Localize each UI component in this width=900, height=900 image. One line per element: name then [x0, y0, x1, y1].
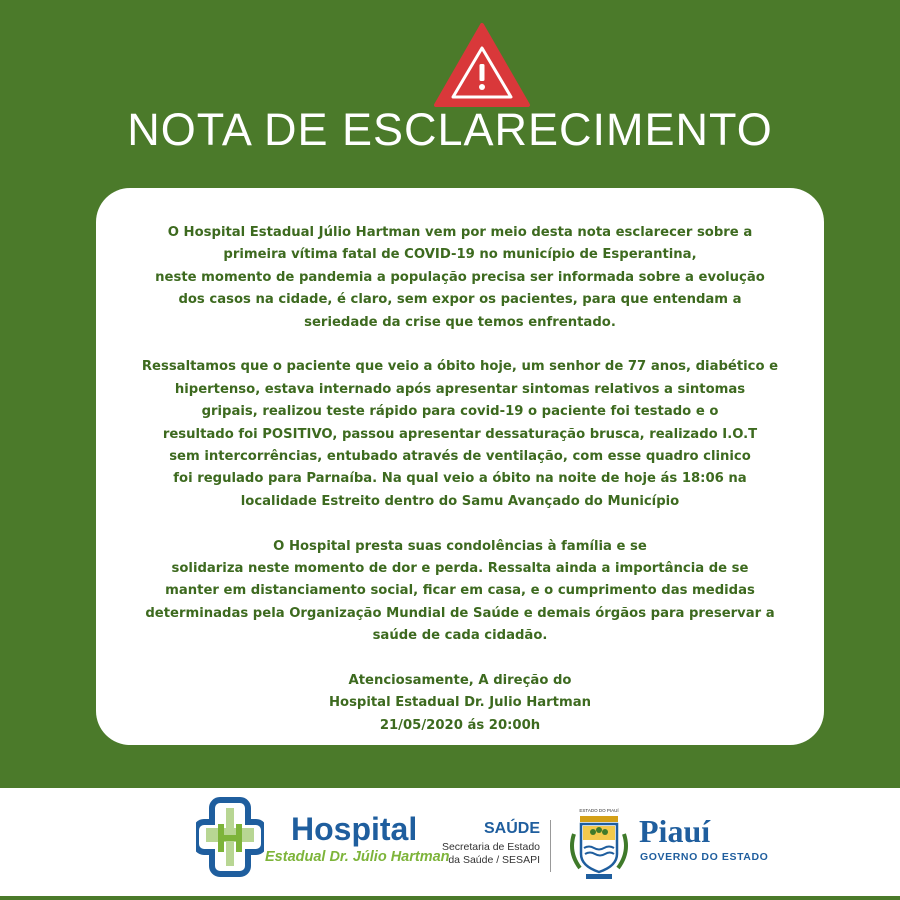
page-title: NOTA DE ESCLARECIMENTO [127, 104, 773, 155]
text-line: solidariza neste momento de dor e perda. Ressalta ainda a importância de se [171, 561, 749, 577]
text-line: seriedade da crise que temos enfrentado. [304, 314, 616, 330]
text-line: primeira vítima fatal de COVID-19 no município de Esperantina, [223, 247, 697, 263]
piaui-coat-of-arms-icon [566, 804, 632, 882]
saude-logo-line2: da Saúde / SESAPI [448, 854, 540, 866]
text-line: manter em distanciamento social, ficar em casa, e o cumprimento das medidas [165, 583, 755, 599]
paragraph-condolences [96, 536, 824, 648]
footer-logos [0, 788, 900, 900]
text-line: saúde de cada cidadão. [372, 628, 548, 644]
crest-text: ESTADO DO PIAUÍ [579, 808, 619, 813]
notice-card [96, 188, 824, 745]
paragraph-intro [96, 222, 824, 334]
hospital-cross-icon [196, 796, 264, 878]
warning-triangle-icon [433, 22, 531, 108]
text-line: O Hospital Estadual Júlio Hartman vem por meio desta nota esclarecer sobre a [167, 225, 753, 240]
hospital-logo-name: Hospital [291, 811, 418, 847]
logo-divider [550, 820, 551, 872]
text-line: localidade Estreito dentro do Samu Avançado do Município [240, 493, 680, 509]
hospital-logo-subtitle: Estadual Dr. Júlio Hartman [265, 849, 450, 865]
text-line: dos casos na cidade, é claro, sem expor os pacientes, para que entendam a [178, 292, 742, 308]
text-line: foi regulado para Parnaíba. Na qual veio a óbito na noite de hoje ás 18:06 na [173, 471, 747, 487]
signature-line: Hospital Estadual Dr. Julio Hartman [328, 695, 592, 711]
text-line: hipertenso, estava internado após apresentar sintomas relativos a sintomas [174, 381, 746, 397]
text-line: O Hospital presta suas condolências à família e se [273, 538, 647, 554]
signature-line: Atenciosamente, A direção do [348, 673, 572, 689]
saude-logo-title: SAÚDE [483, 820, 540, 837]
paragraph-signature [96, 670, 824, 737]
saude-logo-subtitle [440, 841, 540, 867]
footer-bottom-stripe [0, 896, 900, 900]
paragraph-details [96, 356, 824, 513]
text-line: gripais, realizou teste rápido para covid-19 o paciente foi testado e o [201, 404, 719, 420]
text-line: determinadas pela Organização Mundial de Saúde e demais órgãos para preservar a [145, 605, 775, 621]
piaui-logo-subtitle: GOVERNO DO ESTADO [640, 851, 769, 863]
text-line: Ressaltamos que o paciente que veio a óbito hoje, um senhor de 77 anos, diabético e [141, 359, 779, 375]
saude-logo-line1: Secretaria de Estado [441, 841, 540, 853]
text-line: neste momento de pandemia a população precisa ser informada sobre a evolução [155, 269, 765, 285]
text-line: resultado foi POSITIVO, passou apresentar dessaturação brusca, realizado I.O.T [162, 426, 758, 442]
signature-date: 21/05/2020 ás 20:00h [379, 717, 541, 733]
text-line: sem intercorrências, entubado através de ventilação, com esse quadro clinico [169, 449, 751, 465]
piaui-logo-name: Piauí [639, 813, 711, 849]
notice-body [96, 222, 824, 760]
